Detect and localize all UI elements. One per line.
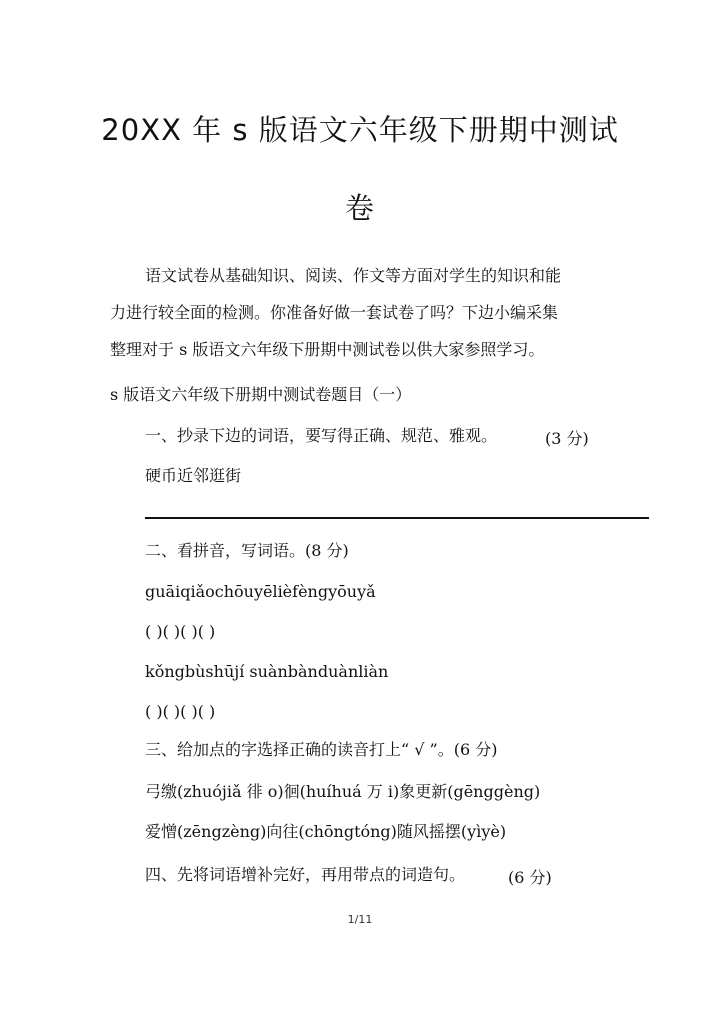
question-3-line-1: 弓缴(zhuójiǎ 徘 o)徊(huíhuá 万 i)象更新(gēnggèng) <box>145 782 541 801</box>
question-4-score: (6 分) <box>508 868 552 887</box>
question-3-text: 三、给加点的字选择正确的读音打上“ √ ”。(6 分) <box>145 740 498 759</box>
intro-line-2: 力进行较全面的检测。你准备好做一套试卷了吗？下边小编采集 <box>110 303 559 322</box>
question-2-blanks-2: ( )( )( )( ) <box>145 702 216 721</box>
question-1-text: 一、抄录下边的词语，要写得正确、规范、雅观。 <box>145 426 498 445</box>
question-1-words: 硬币近邻逛街 <box>145 466 242 485</box>
intro-line-1: 语文试卷从基础知识、阅读、作文等方面对学生的知识和能 <box>145 266 562 285</box>
question-2-pinyin-1: guāiqiǎochōuyēlièfèngyōuyǎ <box>145 582 376 601</box>
question-2-pinyin-2: kǒngbùshūjí suànbànduànliàn <box>145 662 389 681</box>
question-2-blanks-1: ( )( )( )( ) <box>145 622 216 641</box>
page-title-line-2: 卷 <box>344 191 375 225</box>
page-title-line-1: 20XX 年 s 版语文六年级下册期中测试 <box>101 113 619 147</box>
question-1-score: (3 分) <box>545 429 589 448</box>
page-number: 1/11 <box>347 913 373 926</box>
question-3-line-2: 爱憎(zēngzèng)向往(chōngtóng)随风摇摆(yìyè) <box>145 822 507 841</box>
answer-line <box>145 517 649 519</box>
section-heading: s 版语文六年级下册期中测试卷题目（一） <box>110 385 412 404</box>
question-4-text: 四、先将词语增补完好，再用带点的词造句。 <box>145 865 466 884</box>
intro-line-3: 整理对于 s 版语文六年级下册期中测试卷以供大家参照学习。 <box>110 340 545 359</box>
question-2-text: 二、看拼音，写词语。(8 分) <box>145 541 349 560</box>
